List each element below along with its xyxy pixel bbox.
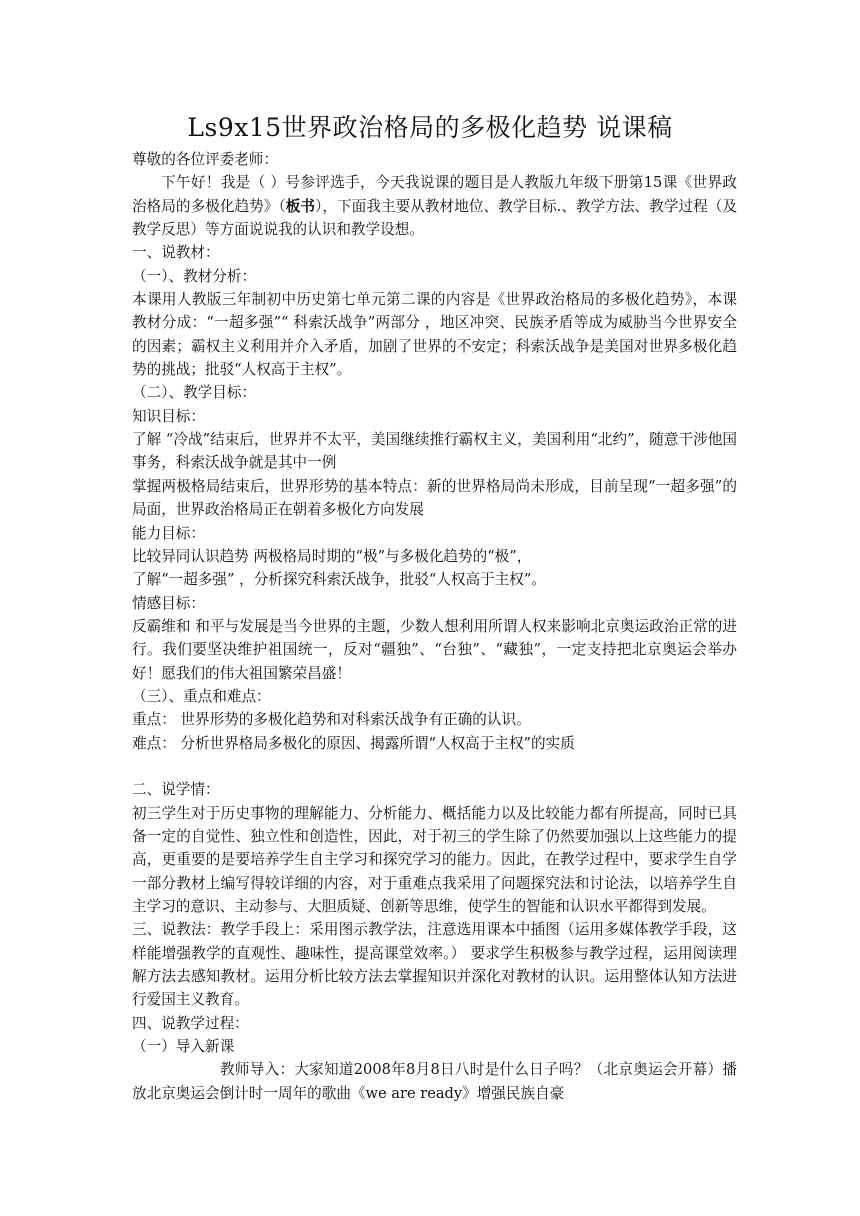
- subsection-1-1: （一）、教材分析：: [132, 267, 257, 285]
- ability-item-2: 了解“一超多强” ，分析探究科索沃战争，批驳“人权高于主权”。: [132, 571, 546, 589]
- knowledge-heading: 知识目标：: [132, 407, 205, 425]
- emotion-item-1: 反霸维和 和平与发展是当今世界的主题，少数人想利用所谓人权来影响北京奥运政治正常的进行。我们要坚决维护祖国统一，反对“疆独”、“台独”、“藏独”，一定支持把北京奥运会举办好！愿我们的伟大祖国繁荣昌盛！: [132, 617, 737, 682]
- blank-line: [132, 755, 737, 778]
- section-3-teaching-method: 三、说教法：教学手段上：采用图示教学法，注意选用课本中插图（运用多媒体教学手段，这样能增强教学的直观性、趣味性，提高课堂效率。） 要求学生积极参与教学过程，运用阅读理解方法去感知教材。运用分析比较方法去掌握知识并深化对教材的认识。运用整体认知方法进行爱国主义教育。: [132, 921, 737, 1009]
- intro-text-1: 下午好！我是（ ）号参评选手，今天我说课的题目是人教版九年级下册第15课《世界政治格局的多极化趋势》（: [132, 174, 737, 215]
- student-analysis: 初三学生对于历史事物的理解能力、分析能力、概括能力以及比较能力都有所提高，同时已具备一定的自觉性、独立性和创造性，因此，对于初三的学生除了仍然要加强以上这些能力的提高，更重要的是要培养学生自主学习和探究学习的能力。因此，在教学过程中，要求学生自学一部分教材上编写得较详细的内容，对于重难点我采用了问题探究法和讨论法，以培养学生自主学习的意识、主动参与、大胆质疑、创新等思维，使学生的智能和认识水平都得到发展。: [132, 804, 737, 915]
- lead-in-text: 教师导入：大家知道2008年8月8日八时是什么日子吗？（北京奥运会开幕）播放北京奥运会倒计时一周年的歌曲《we are ready》增强民族自豪: [132, 1061, 737, 1102]
- ability-heading: 能力目标：: [132, 524, 205, 542]
- subsection-1-3: （三）、重点和难点：: [132, 687, 271, 705]
- subsection-4-1: （一）导入新课: [132, 1038, 235, 1056]
- material-analysis: 本课用人教版三年制初中历史第七单元第二课的内容是《世界政治格局的多极化趋势》，本课教材分成：“一超多强”“ 科索沃战争”两部分 ，地区冲突、民族矛盾等成为威胁当今世界安全的因素；霸权主义利用并介入矛盾，加剧了世界的不安定；科索沃战争是美国对世界多极化趋势的挑战；批驳“人权高于主权”。: [132, 291, 737, 379]
- knowledge-item-1: 了解 “冷战”结束后，世界并不太平，美国继续推行霸权主义，美国利用“北约”，随意干涉他国事务，科索沃战争就是其中一例: [132, 431, 737, 472]
- key-point: 重点： 世界形势的多极化趋势和对科索沃战争有正确的认识。: [132, 711, 531, 729]
- document-title: Ls9x15世界政治格局的多极化趋势 说课稿: [187, 113, 673, 142]
- knowledge-item-2: 掌握两极格局结束后，世界形势的基本特点：新的世界格局尚未形成，目前呈现“一超多强”的局面，世界政治格局正在朝着多极化方向发展: [132, 477, 737, 519]
- emotion-heading: 情感目标：: [132, 594, 205, 612]
- section-2-heading: 二、说学情：: [132, 781, 220, 799]
- intro-bold: 板书: [285, 197, 316, 215]
- section-1-heading: 一、说教材：: [132, 244, 220, 262]
- ability-item-1: 比较异同认识趋势 两极格局时期的“极”与多极化趋势的“极”，: [132, 547, 532, 565]
- difficult-point: 难点： 分析世界格局多极化的原因、揭露所谓“人权高于主权”的实质: [132, 734, 575, 752]
- intro-text-2: ），下面我主要从教材地位、教学目标.、教学方法、教学过程（及教学反思）等方面说说我的认识和教学设想。: [132, 197, 738, 239]
- intro-paragraph: [132, 171, 737, 241]
- document-body: [132, 148, 737, 1105]
- subsection-1-2: （二）、教学目标：: [132, 384, 257, 402]
- greeting: 尊敬的各位评委老师：: [132, 151, 278, 168]
- section-4-heading: 四、说教学过程：: [132, 1014, 249, 1032]
